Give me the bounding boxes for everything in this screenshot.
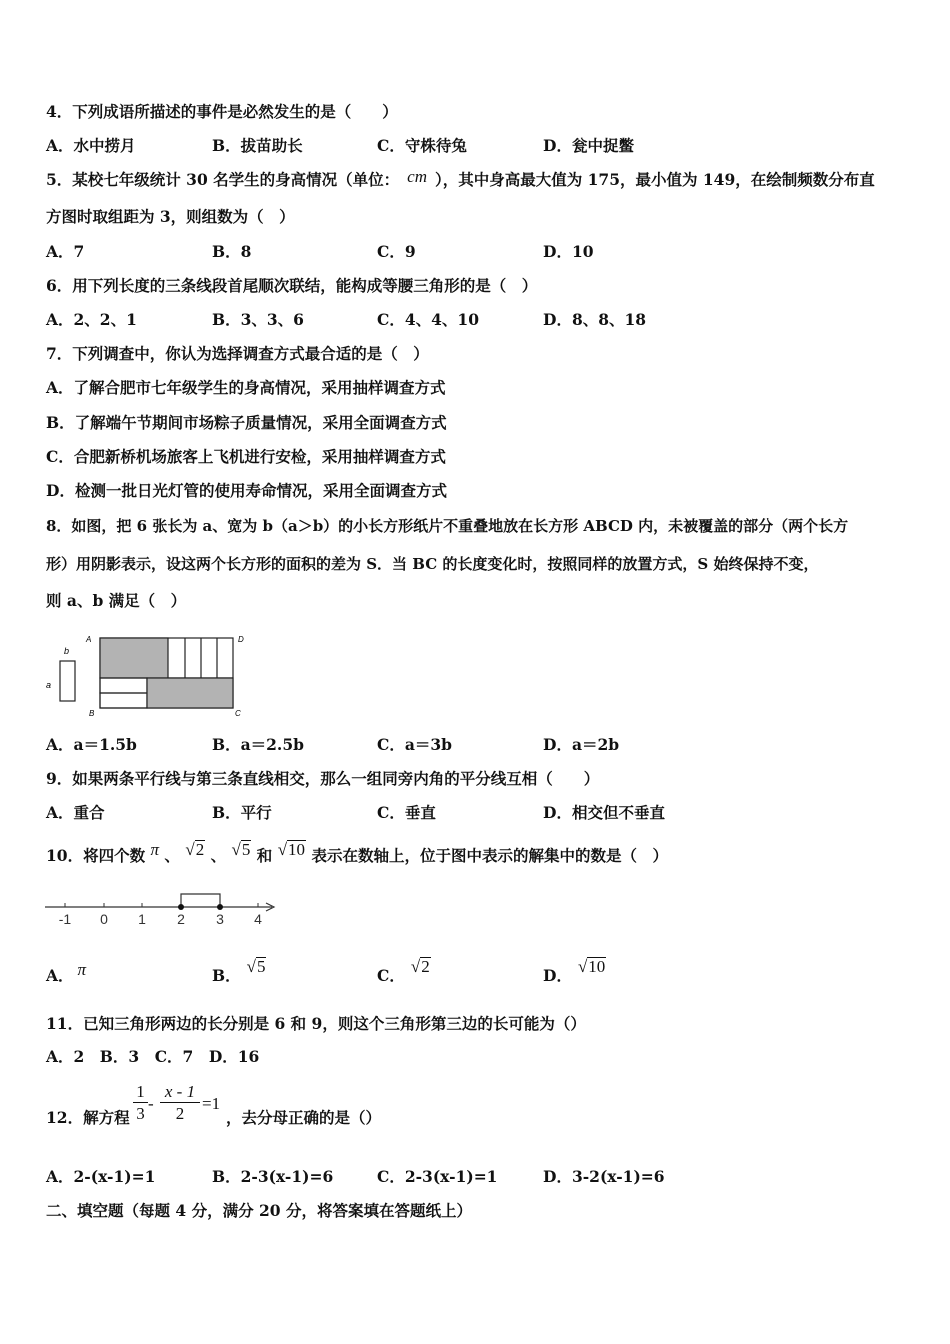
q6-option-d: D．8、8、18: [543, 310, 647, 329]
sqrt-5: √5: [231, 840, 251, 859]
q10-option-a: A． π: [46, 960, 87, 985]
q8-stem-line3: 则 a、b 满足（ ）: [46, 591, 187, 610]
q10-option-b: B． √5: [212, 957, 266, 985]
shaded-region-top: [100, 638, 168, 678]
solution-set-bracket: [181, 894, 220, 907]
sqrt-2: √2: [185, 840, 205, 859]
q8-option-c: C．a＝3b: [377, 735, 453, 754]
label-a: a: [46, 680, 52, 690]
q4-option-b: B．拔苗助长: [212, 136, 303, 155]
q9-option-a: A．重合: [46, 803, 105, 822]
q12-option-b: B．2-3(x-1)=6: [212, 1167, 334, 1186]
fraction-x-minus-1-over-2: x - 1 2: [160, 1082, 200, 1125]
tick-label: 4: [254, 911, 262, 927]
q8-stem-line1: 8．如图，把 6 张长为 a、宽为 b（a＞b）的小长方形纸片不重叠地放在长方形 ABCD 内，未被覆盖的部分（两个长方: [46, 517, 849, 535]
tick-label: 2: [177, 911, 185, 927]
tick-label: 1: [138, 911, 146, 927]
q7-option-c: C．合肥新桥机场旅客上飞机进行安检，采用抽样调查方式: [46, 447, 446, 466]
q10-option-d: D． √10: [543, 957, 606, 985]
rectangles-figure: [40, 630, 255, 722]
q4-option-c: C．守株待兔: [377, 136, 467, 155]
q12-stem-a: 12．解方程: [46, 1108, 130, 1127]
vertex-d: D: [238, 635, 244, 644]
tick-label: 0: [100, 911, 108, 927]
q5-option-b: B．8: [212, 242, 252, 261]
q12-option-d: D．3-2(x-1)=6: [543, 1167, 665, 1186]
q6-stem: 6．用下列长度的三条线段首尾顺次联结，能构成等腰三角形的是（ ）: [46, 276, 538, 295]
q7-stem: 7．下列调查中，你认为选择调查方式最合适的是（ ）: [46, 344, 429, 363]
tick-label: -1: [58, 911, 72, 927]
q12-option-a: A．2-(x-1)=1: [46, 1167, 156, 1186]
q4-stem: 4．下列成语所描述的事件是必然发生的是（ ）: [46, 102, 398, 121]
q10-option-c: C． √2: [377, 957, 430, 985]
q7-option-a: A．了解合肥市七年级学生的身高情况，采用抽样调查方式: [46, 378, 446, 397]
q8-option-a: A．a＝1.5b: [46, 735, 137, 754]
endpoint-3: [217, 904, 223, 910]
section-2-title: 二、填空题（每题 4 分，满分 20 分，将答案填在答题纸上）: [46, 1201, 472, 1220]
q9-option-c: C．垂直: [377, 803, 436, 822]
q12-stem-b: ，去分母正确的是（）: [226, 1108, 382, 1127]
q6-option-b: B．3、3、6: [212, 310, 304, 329]
tick-label: 3: [216, 911, 224, 927]
q8-stem-line2: 形）用阴影表示，设这两个长方形的面积的差为 S．当 BC 的长度变化时，按照同样的放置方式，S 始终保持不变，: [46, 555, 819, 573]
q5-stem-line1: 5．某校七年级统计 30 名学生的身高情况（单位： cm ），其中身高最大值为 175，最小值为 149，在绘制频数分布直: [46, 167, 875, 189]
pi-symbol: π: [150, 840, 160, 859]
vertex-b: B: [89, 709, 95, 718]
q7-option-b: B．了解端午节期间市场粽子质量情况，采用全面调查方式: [46, 413, 447, 432]
q4-option-d: D．瓮中捉鳖: [543, 136, 634, 155]
shaded-region-bottom: [147, 678, 233, 708]
unit-cm: cm: [407, 167, 427, 186]
q5-option-a: A．7: [46, 242, 85, 261]
label-b: b: [64, 646, 70, 656]
q8-option-b: B．a＝2.5b: [212, 735, 304, 754]
vertex-c: C: [235, 709, 241, 718]
q7-option-d: D．检测一批日光灯管的使用寿命情况，采用全面调查方式: [46, 481, 447, 500]
small-rectangle: [60, 661, 75, 701]
q12-option-c: C．2-3(x-1)=1: [377, 1167, 498, 1186]
q5-option-d: D．10: [543, 242, 594, 261]
endpoint-2: [178, 904, 184, 910]
q10-stem: 10．将四个数 π 、 √2 、 √5 和 √10 表示在数轴上，位于图中表示的解集中的数是（ ）: [46, 840, 668, 865]
q9-stem: 9．如果两条平行线与第三条直线相交，那么一组同旁内角的平分线互相（ ）: [46, 769, 600, 788]
q6-option-c: C．4、4、10: [377, 310, 479, 329]
q11-stem: 11．已知三角形两边的长分别是 6 和 9，则这个三角形第三边的长可能为（）: [46, 1014, 586, 1033]
q9-option-b: B．平行: [212, 803, 272, 822]
sqrt-10: √10: [277, 840, 306, 859]
vertex-a: A: [86, 635, 92, 644]
equals-one: =1: [202, 1094, 221, 1113]
q5-stem-line2: 方图时取组距为 3，则组数为（ ）: [46, 207, 295, 226]
q9-option-d: D．相交但不垂直: [543, 803, 665, 822]
q5-option-c: C．9: [377, 242, 416, 261]
q8-option-d: D．a＝2b: [543, 735, 620, 754]
q6-option-a: A．2、2、1: [46, 310, 137, 329]
fraction-one-third: 1 3: [133, 1082, 148, 1125]
q11-options: A．2 B．3 C．7 D．16: [46, 1047, 260, 1066]
minus-sign: -: [148, 1094, 154, 1113]
q4-option-a: A．水中捞月: [46, 136, 136, 155]
number-line: [40, 886, 285, 932]
